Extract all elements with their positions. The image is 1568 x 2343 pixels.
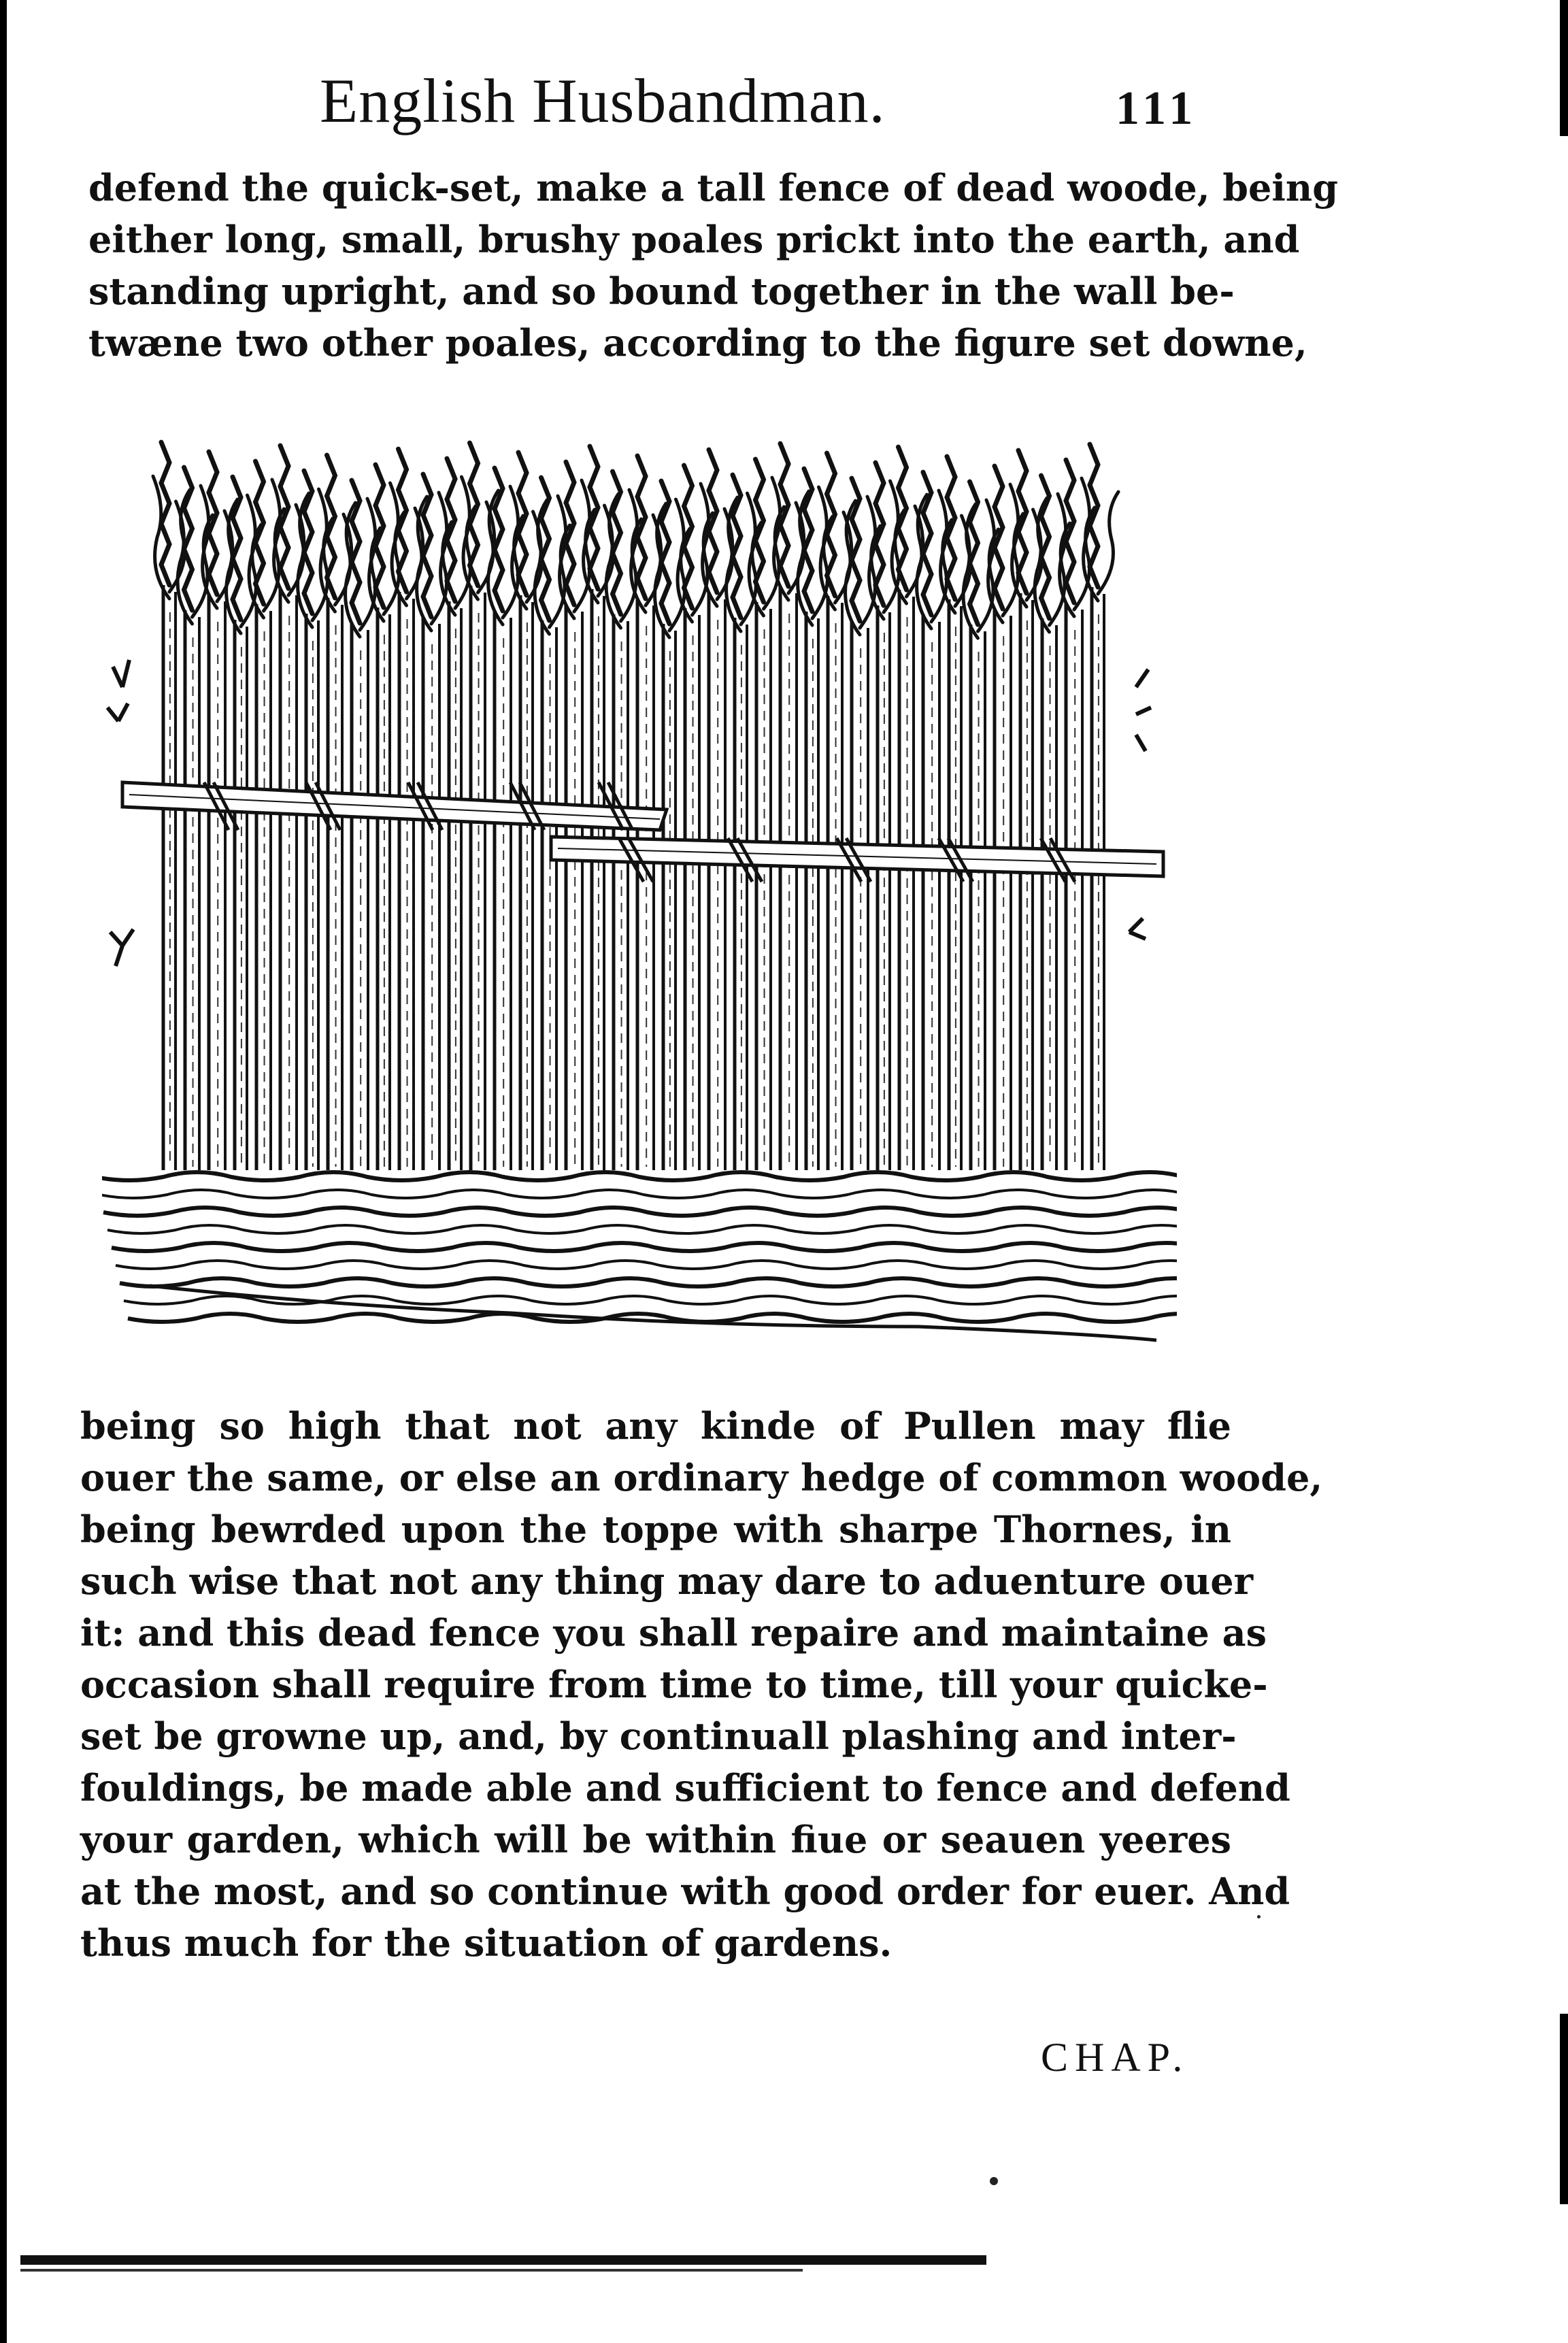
poale — [1020, 593, 1033, 1170]
ground-line — [112, 1243, 1177, 1251]
poale — [306, 614, 318, 1170]
text-line: your garden, which will be within fiue or seauen yeeres — [80, 1818, 1231, 1861]
poale — [423, 617, 439, 1170]
poale — [899, 590, 914, 1170]
sprig — [107, 660, 129, 721]
text-line: fouldings, be made able and sufficient to fence and defend — [80, 1766, 1290, 1810]
poale — [735, 618, 747, 1170]
scan-edge-right-bottom — [1560, 2014, 1568, 2204]
poale — [1092, 587, 1104, 1170]
poale — [471, 586, 485, 1170]
poale — [520, 595, 533, 1170]
text-line: standing upright, and so bound together in the wall be- — [88, 269, 1235, 313]
poale — [756, 602, 771, 1170]
text-line: at the most, and so continue with good order for euer. And — [80, 1870, 1290, 1913]
sprig — [110, 929, 133, 966]
poale — [709, 593, 725, 1170]
poale — [495, 611, 511, 1170]
twig — [1098, 492, 1118, 594]
page-number: 111 — [1116, 82, 1199, 135]
poale — [542, 620, 556, 1170]
poale — [949, 599, 961, 1170]
poale — [780, 586, 797, 1170]
rail-upper-left — [122, 782, 667, 830]
poale — [828, 596, 842, 1170]
ground-line — [107, 1225, 1177, 1233]
text-line: thus much for the situation of gardens. — [80, 1921, 893, 1965]
ground-line — [102, 1172, 1177, 1180]
poale — [1066, 603, 1082, 1170]
text-line: such wise that not any thing may dare to aduenture ouer — [80, 1559, 1254, 1603]
upright-poales — [163, 585, 1104, 1170]
poale — [352, 623, 368, 1170]
poale — [280, 588, 297, 1170]
text-line: being so high that not any kinde of Pullen may flie — [80, 1404, 1231, 1448]
poale — [685, 608, 699, 1170]
ground-line — [120, 1278, 1177, 1286]
poale — [878, 605, 890, 1170]
paragraph-bottom — [80, 1400, 1323, 1969]
ground-line — [116, 1261, 1177, 1269]
poale — [614, 614, 628, 1170]
poale — [923, 615, 939, 1170]
sprig — [1136, 669, 1151, 751]
poale — [592, 589, 604, 1170]
text-line: being bewrded upon the toppe with sharpe Thornes, in — [80, 1508, 1231, 1551]
poale — [637, 599, 654, 1170]
text-line: either long, small, brushy poales prickt into the earth, and — [88, 218, 1300, 261]
poale — [399, 592, 414, 1170]
poale — [163, 585, 176, 1170]
scan-edge-bottom-thin — [20, 2269, 803, 2272]
fence-woodcut-illustration — [102, 429, 1177, 1347]
catchword: CHAP. — [1041, 2035, 1190, 2080]
text-line: twæne two other poales, according to the figure set downe, — [88, 321, 1307, 365]
ink-speck — [990, 2177, 998, 2185]
ground-hatching — [102, 1172, 1177, 1340]
poale — [449, 601, 461, 1170]
paragraph-top — [88, 162, 1338, 369]
scan-edge-bottom — [20, 2255, 986, 2265]
poale — [806, 612, 818, 1170]
scan-edge-left — [0, 0, 7, 2343]
text-line: it: and this dead fence you shall repaire and maintaine as — [80, 1611, 1267, 1655]
running-head: English Husbandman. — [320, 66, 886, 135]
text-line: occasion shall require from time to time, till your quicke- — [80, 1663, 1268, 1706]
poale — [566, 605, 582, 1170]
ground-line — [102, 1190, 1177, 1198]
poale — [852, 621, 868, 1170]
poale — [1042, 618, 1056, 1170]
poale — [209, 595, 225, 1170]
ground-line — [103, 1208, 1177, 1216]
poale — [663, 624, 675, 1170]
poale — [378, 608, 390, 1170]
text-line: defend the quick-set, make a tall fence of dead woode, being — [88, 166, 1338, 210]
poale — [328, 598, 342, 1170]
ink-speck — [1257, 1915, 1261, 1918]
poale — [256, 604, 271, 1170]
text-line: ouer the same, or else an ordinary hedge of common woode, — [80, 1456, 1323, 1499]
poale — [971, 625, 985, 1170]
scan-edge-right-top — [1560, 0, 1568, 136]
text-line: set be growne up, and, by continuall plashing and inter- — [80, 1714, 1237, 1758]
sprig — [1129, 918, 1146, 939]
poale — [185, 610, 199, 1170]
poale — [235, 620, 247, 1170]
poale — [995, 609, 1011, 1170]
